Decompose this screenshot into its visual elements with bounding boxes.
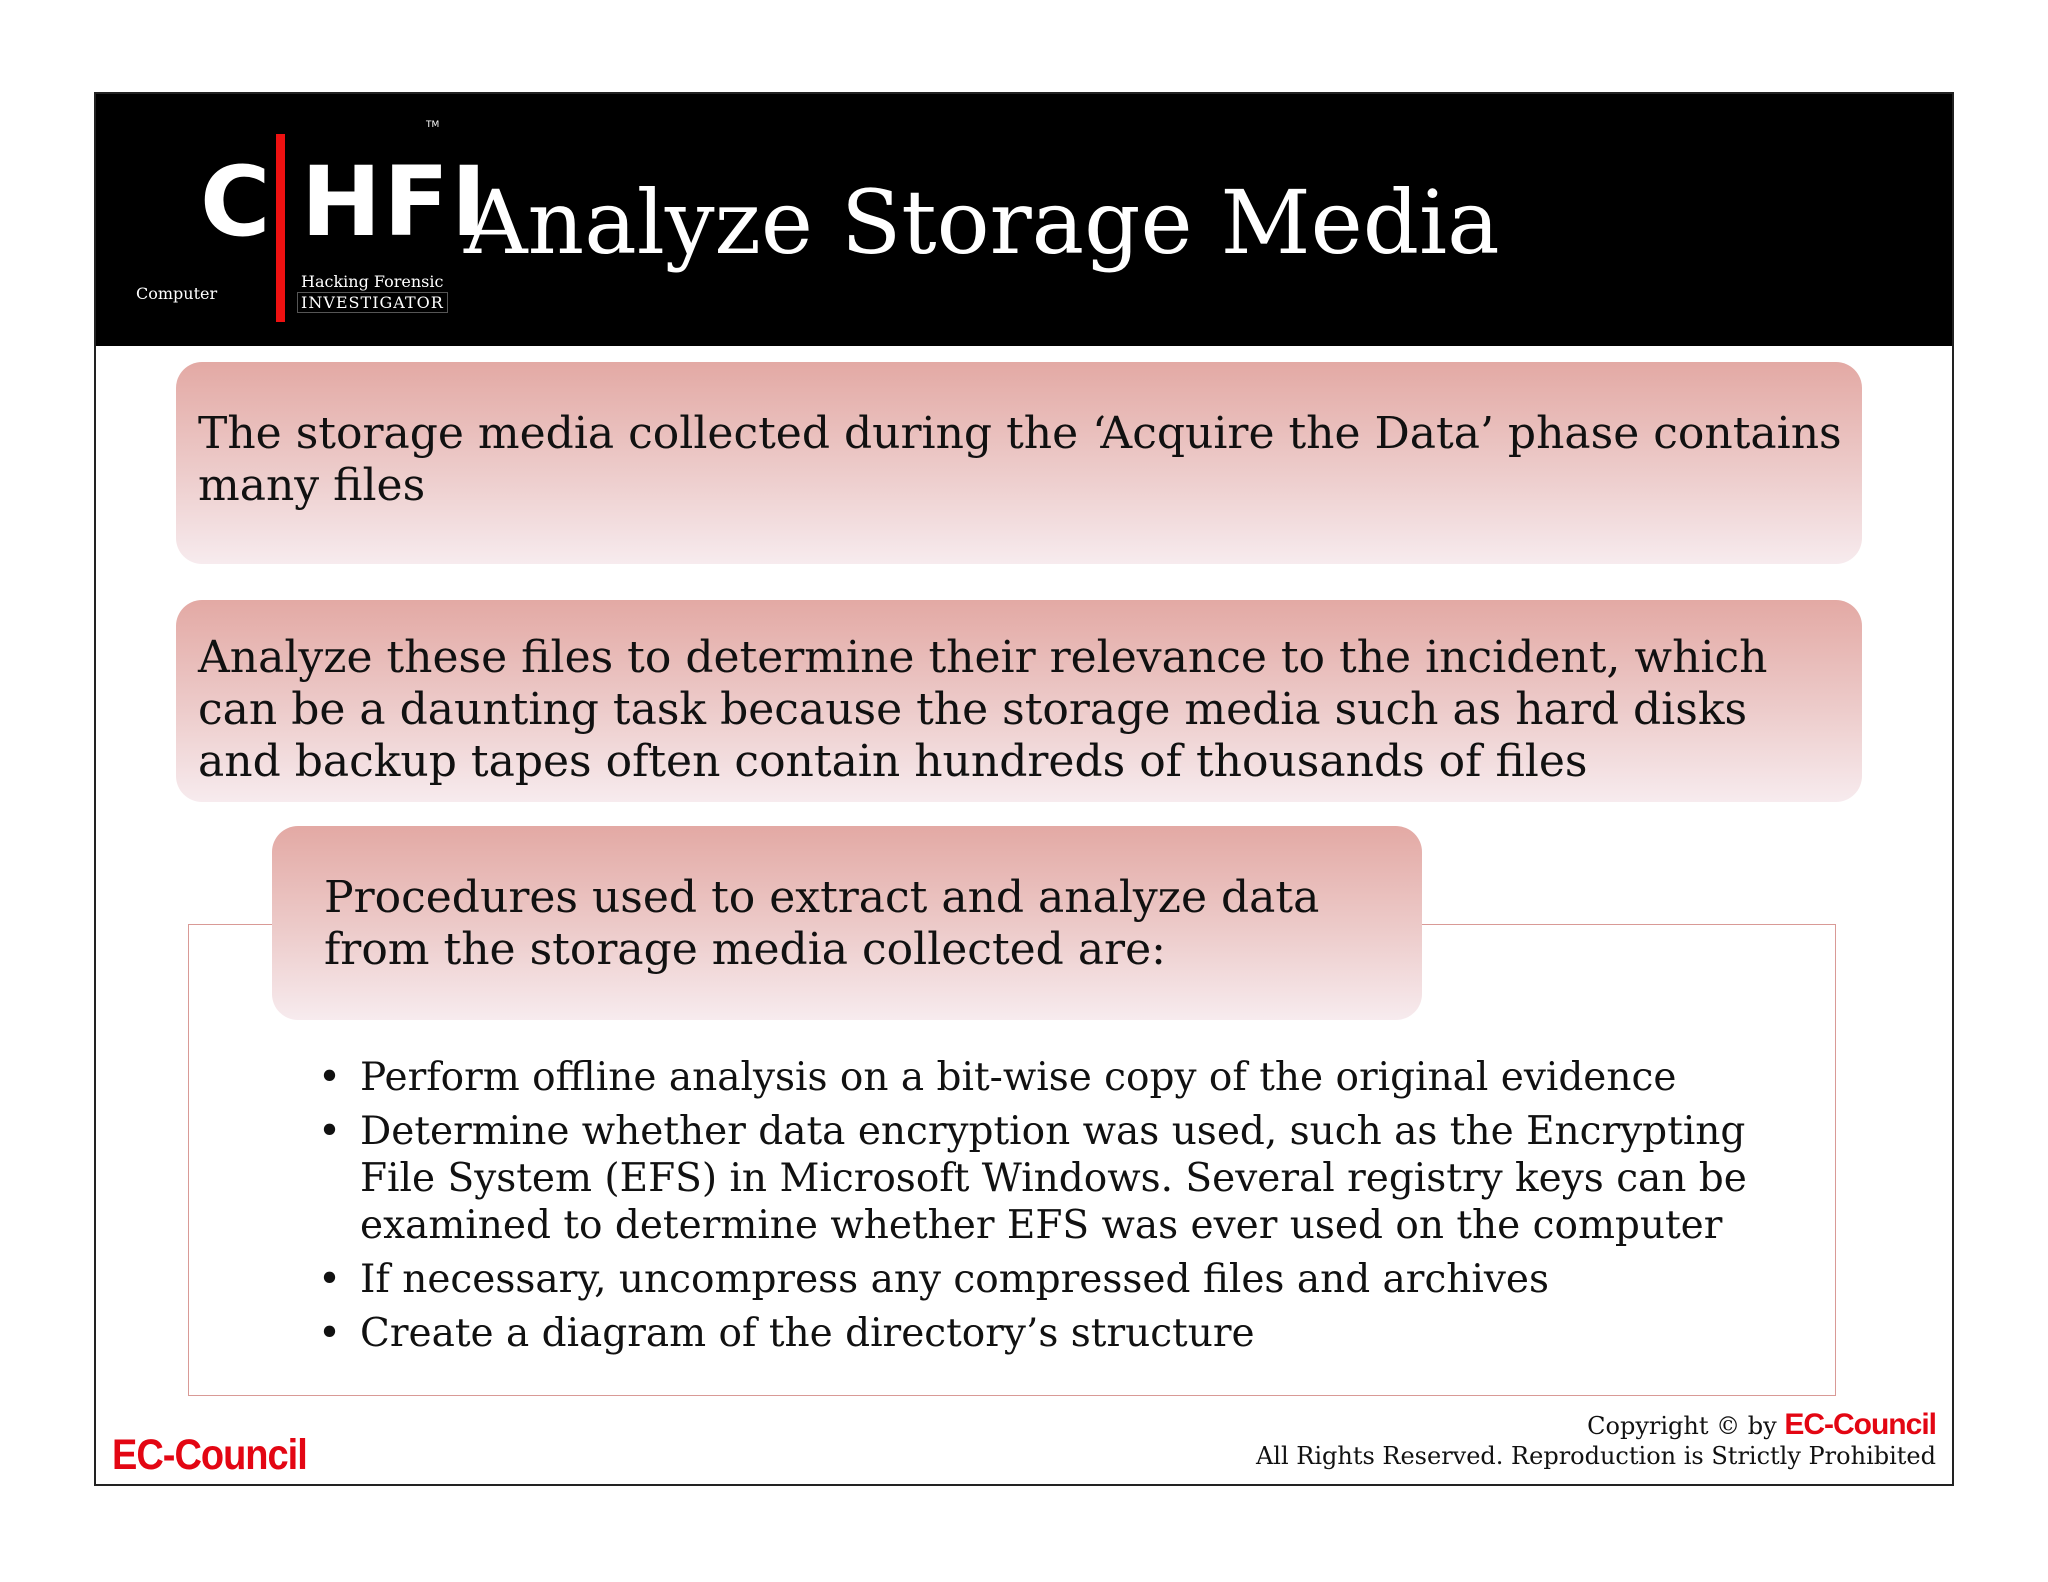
slide xyxy=(94,92,1954,1486)
logo-hacking-forensic-text: Hacking Forensic xyxy=(301,272,444,291)
copyright-line xyxy=(1587,1408,1936,1442)
bullet-icon: • xyxy=(318,1109,342,1154)
logo-letters-hfi: HFI xyxy=(301,146,489,258)
list-item-text: Determine whether data encryption was used, such as the Encrypting File System (EFS) in Microsoft Windows. Several registry keys can be examined to determine whether EFS was ever used on the computer xyxy=(360,1109,1747,1248)
logo-red-bar xyxy=(276,134,285,322)
info-box-analyze-files: Analyze these files to determine their relevance to the incident, which can be a daunting task because the storage media such as hard disks and backup tapes often contain hundreds of thousands of files xyxy=(176,600,1862,802)
logo-letter-c: C xyxy=(200,146,271,258)
header-bar xyxy=(96,94,1952,346)
list-item-text: Perform offline analysis on a bit-wise copy of the original evidence xyxy=(360,1055,1677,1100)
info-box-storage-media: The storage media collected during the ‘Acquire the Data’ phase contains many files xyxy=(176,362,1862,564)
logo-investigator-text: INVESTIGATOR xyxy=(297,292,448,313)
rights-reserved-text: All Rights Reserved. Reproduction is Strictly Prohibited xyxy=(1255,1442,1936,1470)
list-item xyxy=(308,1108,1748,1249)
logo-computer-text: Computer xyxy=(136,284,218,303)
copyright-brand: EC-Council xyxy=(1784,1408,1936,1441)
list-item-text: Create a diagram of the directory’s structure xyxy=(360,1311,1255,1356)
procedures-list xyxy=(308,1054,1748,1364)
ec-council-logo: EC-Council xyxy=(112,1432,307,1480)
chfi-logo xyxy=(136,112,489,327)
list-item xyxy=(308,1256,1748,1303)
bullet-icon: • xyxy=(318,1055,342,1100)
page-title: Analyze Storage Media xyxy=(464,171,1500,274)
list-item xyxy=(308,1054,1748,1101)
logo-trademark: TM xyxy=(426,120,440,130)
bullet-icon: • xyxy=(318,1311,342,1356)
bullet-icon: • xyxy=(318,1257,342,1302)
procedures-heading-box: Procedures used to extract and analyze data from the storage media collected are: xyxy=(272,826,1422,1020)
list-item-text: If necessary, uncompress any compressed files and archives xyxy=(360,1257,1550,1302)
copyright-prefix: Copyright © by xyxy=(1587,1412,1785,1440)
list-item xyxy=(308,1310,1748,1357)
